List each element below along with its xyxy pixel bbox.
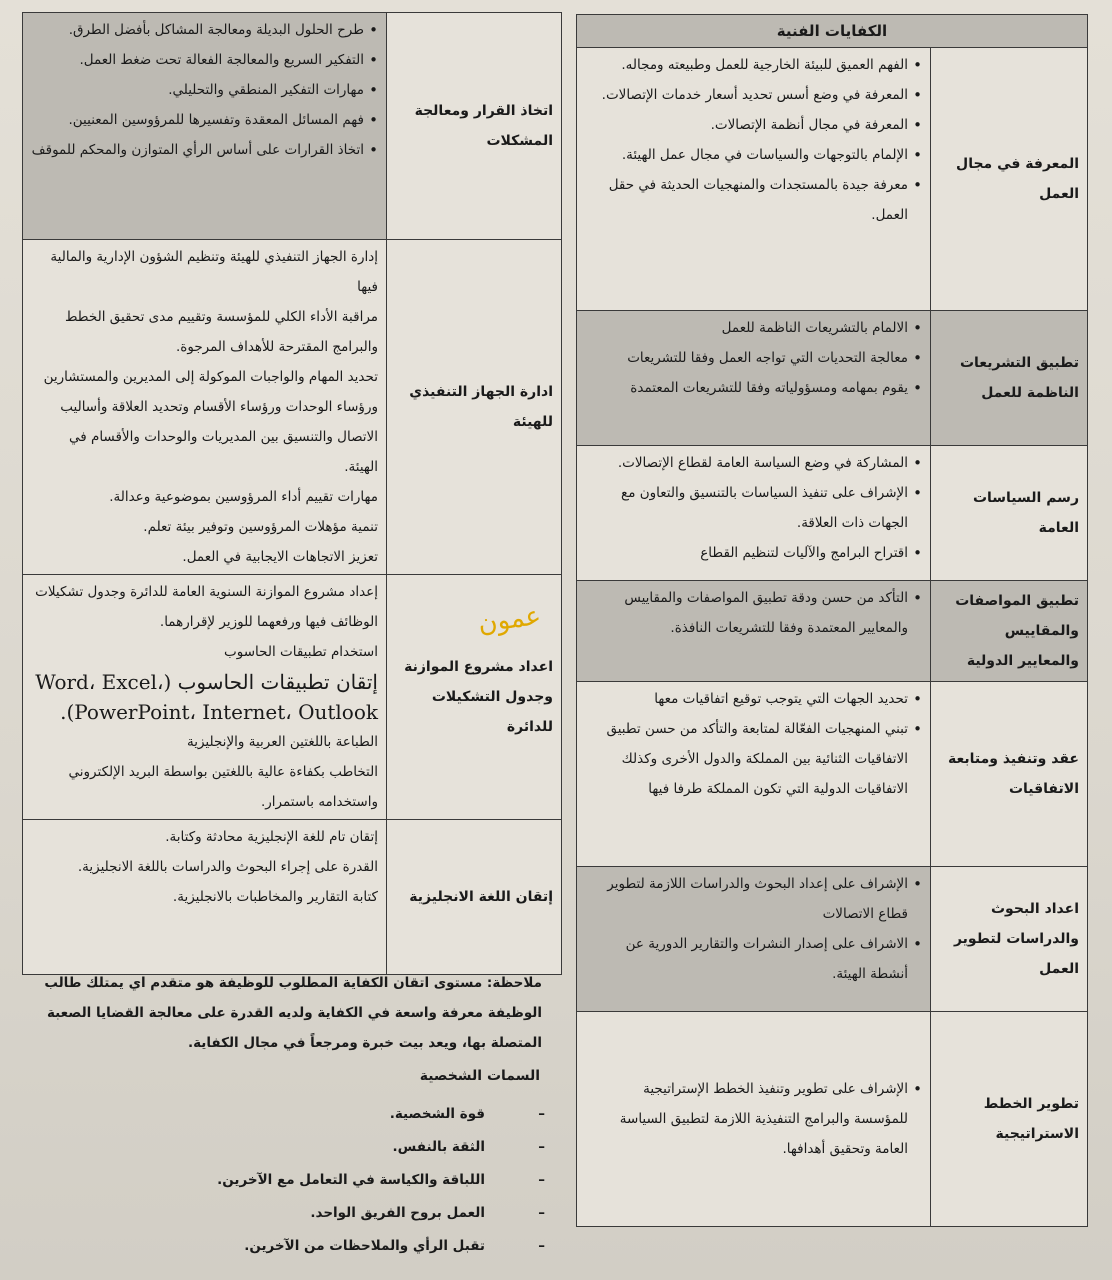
list-item: الطباعة باللغتين العربية والإنجليزية [186, 734, 378, 750]
list-item: تحديد المهام والواجبات الموكولة إلى المديرين والمستشارين ورؤساء الوحدات ورؤساء الأقسام وتحديد العلاقة وأساليب الاتصال والتنسيق بين المديريات والوحدات والأقسام في الهيئة. [43, 369, 378, 475]
row-label: المعرفة في مجال العمل [931, 48, 1088, 311]
row-items [577, 682, 931, 867]
list-item: إتقان تطبيقات الحاسوب (Word، Excel، PowerPoint، Internet، Outlook). [35, 670, 378, 724]
list-item: القدرة على إجراء البحوث والدراسات باللغة الانجليزية. [77, 859, 378, 875]
list-item: • تحديد الجهات التي يتوجب توقيع اتفاقيات معها [585, 684, 908, 714]
list-item: • المعرفة في وضع أسس تحديد أسعار خدمات الإتصالات. [585, 80, 908, 110]
row-label: عقد وتنفيذ ومتابعة الاتفاقيات [931, 682, 1088, 867]
row-items [23, 575, 387, 820]
list-item: كتابة التقارير والمخاطبات بالانجليزية. [172, 889, 378, 905]
list-item: – تقبل الرأي والملاحظات من الآخرين. [200, 1230, 545, 1263]
behavioral-competencies-table [22, 12, 562, 975]
list-item: – الثقة بالنفس. [200, 1131, 545, 1164]
list-item: • المشاركة في وضع السياسة العامة لقطاع الإتصالات. [585, 448, 908, 478]
list-item: تعزيز الاتجاهات الايجابية في العمل. [182, 549, 378, 565]
list-item: • التأكد من حسن ودقة تطبيق المواصفات والمقاييس والمعايير المعتمدة وفقا للتشريعات النافذة. [585, 583, 908, 643]
list-item: تنمية مؤهلات المرؤوسين وتوفير بيئة تعلم. [143, 519, 378, 535]
note-paragraph: ملاحظة: مستوى اتقان الكفاية المطلوب للوظيفة هو متقدم اي يمتلك طالب الوظيفة معرفة واسعة في الكفاية ولديه القدرة على معالجة القضايا الصعبة المتصلة بها، ويعد بيت خبرة ومرجعاً في مجال الكفاية. [44, 975, 542, 1051]
row-label: رسم السياسات العامة [931, 446, 1088, 581]
list-item: • مهارات التفكير المنطقي والتحليلي. [31, 75, 364, 105]
table-row [577, 311, 1088, 446]
row-items [23, 240, 387, 575]
table-row [577, 581, 1088, 682]
list-item: • الإشراف على إعداد البحوث والدراسات اللازمة لتطوير قطاع الاتصالات [585, 869, 908, 929]
handwritten-mark: عمون [476, 600, 543, 640]
list-item: • اقتراح البرامج والآليات لتنظيم القطاع [585, 538, 908, 568]
list-item: مراقبة الأداء الكلي للمؤسسة وتقييم مدى تحقيق الخطط والبرامج المقترحة للأهداف المرجوة. [64, 309, 378, 355]
table-header: الكفايات الفنية [577, 15, 1088, 48]
list-item: إتقان تام للغة الإنجليزية محادثة وكتابة. [165, 829, 378, 845]
table-row [577, 48, 1088, 311]
table-row [577, 867, 1088, 1012]
row-items [577, 867, 931, 1012]
table-row [23, 820, 562, 975]
list-item: • المعرفة في مجال أنظمة الإتصالات. [585, 110, 908, 140]
technical-competencies-table [576, 14, 1088, 1227]
list-item: • الإلمام بالتوجهات والسياسات في مجال عمل الهيئة. [585, 140, 908, 170]
row-label: اعداد مشروع الموازنة وجدول التشكيلات للدائرة [387, 575, 562, 820]
list-item: • الإشراف على تطوير وتنفيذ الخطط الإستراتيجية للمؤسسة والبرامج التنفيذية اللازمة لتطبيق السياسة العامة وتحقيق أهدافها. [585, 1074, 908, 1164]
row-label: تطبيق المواصفات والمقاييس والمعايير الدولية [931, 581, 1088, 682]
table-row [23, 240, 562, 575]
list-item: • يقوم بمهامه ومسؤولياته وفقا للتشريعات المعتمدة [585, 373, 908, 403]
list-item: – اللباقة والكياسة في التعامل مع الآخرين. [200, 1164, 545, 1197]
list-item: • تبني المنهجيات الفعّالة لمتابعة والتأكد من حسن تطبيق الاتفاقيات الثنائية بين المملكة والدول الأخرى وكذلك الاتفاقيات الدولية التي تكون المملكة طرفا فيها [585, 714, 908, 804]
table-row [577, 682, 1088, 867]
row-items [577, 1012, 931, 1227]
table-row [23, 13, 562, 240]
list-item: استخدام تطبيقات الحاسوب [224, 644, 378, 660]
list-item: • معرفة جيدة بالمستجدات والمنهجيات الحديثة في حقل العمل. [585, 170, 908, 230]
row-items [577, 446, 931, 581]
list-item: – العمل بروح الفريق الواحد. [200, 1197, 545, 1230]
list-item: التخاطب بكفاءة عالية باللغتين بواسطة البريد الإلكتروني واستخدامه باستمرار. [68, 764, 378, 810]
list-item: • معالجة التحديات التي تواجه العمل وفقا للتشريعات [585, 343, 908, 373]
row-items [577, 311, 931, 446]
list-item: • التفكير السريع والمعالجة الفعالة تحت ضغط العمل. [31, 45, 364, 75]
row-items [577, 48, 931, 311]
list-item: • الاشراف على إصدار النشرات والتقارير الدورية عن أنشطة الهيئة. [585, 929, 908, 989]
list-item: – قوة الشخصية. [200, 1098, 545, 1131]
list-item: • الالمام بالتشريعات الناظمة للعمل [585, 313, 908, 343]
row-items [23, 13, 387, 240]
row-label: ادارة الجهاز التنفيذي للهيئة [387, 240, 562, 575]
list-item: إدارة الجهاز التنفيذي للهيئة وتنظيم الشؤون الإدارية والمالية فيها [50, 249, 378, 295]
row-items [23, 820, 387, 975]
row-items [577, 581, 931, 682]
list-item: • فهم المسائل المعقدة وتفسيرها للمرؤوسين المعنيين. [31, 105, 364, 135]
traits-title: السمات الشخصية [419, 1068, 540, 1084]
list-item: • طرح الحلول البديلة ومعالجة المشاكل بأفضل الطرق. [31, 15, 364, 45]
row-label: اتخاذ القرار ومعالجة المشكلات [387, 13, 562, 240]
row-label: إتقان اللغة الانجليزية [387, 820, 562, 975]
row-label: تطوير الخطط الاستراتيجية [931, 1012, 1088, 1227]
list-item: مهارات تقييم أداء المرؤوسين بموضوعية وعدالة. [109, 489, 378, 505]
list-item: إعداد مشروع الموازنة السنوية العامة للدائرة وجدول تشكيلات الوظائف فيها ورفعهما للوزير لإقرارهما. [35, 584, 378, 630]
table-row [577, 446, 1088, 581]
list-item: • الفهم العميق للبيئة الخارجية للعمل وطبيعته ومجاله. [585, 50, 908, 80]
list-item: • اتخاذ القرارات على أساس الرأي المتوازن والمحكم للموقف [31, 135, 364, 165]
row-label: تطبيق التشريعات الناظمة للعمل [931, 311, 1088, 446]
traits-list [200, 1098, 545, 1263]
list-item: • الإشراف على تنفيذ السياسات بالتنسيق والتعاون مع الجهات ذات العلاقة. [585, 478, 908, 538]
table-row [577, 1012, 1088, 1227]
row-label: اعداد البحوث والدراسات لتطوير العمل [931, 867, 1088, 1012]
